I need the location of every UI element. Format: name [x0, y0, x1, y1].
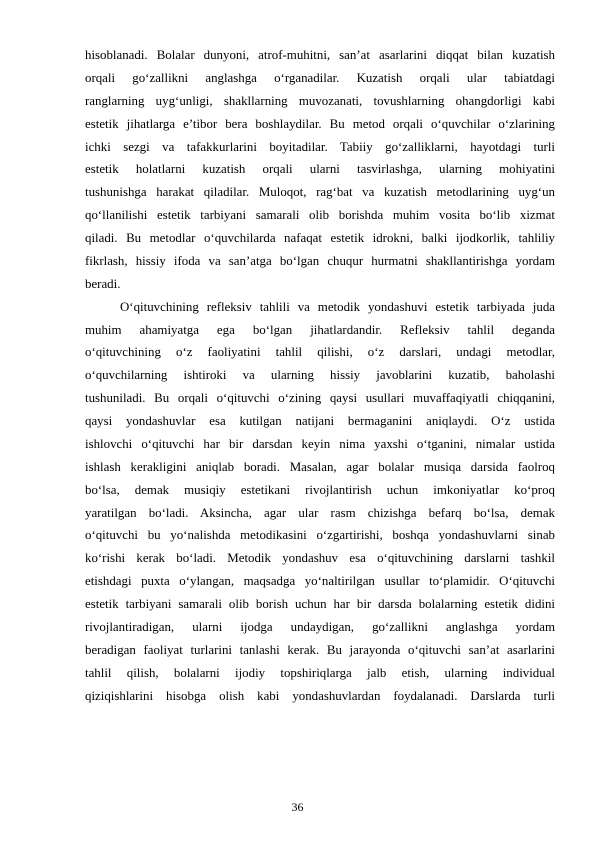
- text-line: ko‘rishi kerak bo‘ladi. Metodik yondashuv esa o‘qituvchining darslarni tashkil: [85, 551, 555, 566]
- text-line: o‘qituvchining o‘z faoliyatini tahlil qilishi, o‘z darslari, undagi metodlar,: [85, 345, 555, 360]
- text-line: ishlash kerakligini aniqlab boradi. Masalan, agar bolalar musiqa darsida faolroq: [85, 459, 555, 474]
- text-line: ichki sezgi va tafakkurlarini boyitadilar. Tabiiy go‘zalliklarni, hayotdagi turli: [85, 139, 555, 154]
- text-line: ranglarning uyg‘unligi, shakllarning muvozanati, tovushlarning ohangdorligi kabi: [85, 93, 555, 108]
- text-line: etishdagi puxta o‘ylangan, maqsadga yo‘naltirilgan usullar to‘plamidir. O‘qituvchi: [85, 574, 555, 589]
- text-line: tushunishga harakat qiladilar. Muloqot, rag‘bat va kuzatish metodlarining uyg‘un: [85, 185, 555, 200]
- document-body: [85, 44, 555, 707]
- text-line: yaratilgan bo‘ladi. Aksincha, agar ular rasm chizishga befarq bo‘lsa, demak: [85, 505, 555, 520]
- text-line: beradi.: [85, 276, 121, 291]
- text-line: tushuniladi. Bu orqali o‘qituvchi o‘zining qaysi usullari muvaffaqiyatli chiqqanini,: [85, 391, 555, 406]
- text-line: qo‘llanilishi estetik tarbiyani samarali olib borishda muhim vosita bo‘lib xizmat: [85, 208, 555, 223]
- text-line: rivojlantiradigan, ularni ijodga undaydigan, go‘zallikni anglashga yordam: [85, 619, 555, 634]
- paragraph-first-line: O‘qituvchining refleksiv tahlili va metodik yondashuvi estetik tarbiyada juda: [120, 299, 555, 314]
- text-line: estetik holatlarni kuzatish orqali ularni tasvirlashga, ularning mohiyatini: [85, 162, 555, 177]
- text-line: fikrlash, hissiy ifoda va san’atga bo‘lgan chuqur hurmatni shakllantirishga yordam: [85, 253, 555, 268]
- text-line: tahlil qilish, bolalarni ijodiy topshiriqlarga jalb etish, ularning individual: [85, 665, 555, 680]
- text-line: bo‘lsa, demak musiqiy estetikani rivojlantirish uchun imkoniyatlar ko‘proq: [85, 482, 555, 497]
- text-line: muhim ahamiyatga ega bo‘lgan jihatlardandir. Refleksiv tahlil deganda: [85, 322, 555, 337]
- text-line: qiziqishlarini hisobga olish kabi yondashuvlardan foydalanadi. Darslarda turli: [85, 688, 555, 703]
- text-line: ishlovchi o‘qituvchi har bir darsdan keyin nima yaxshi o‘tganini, nimalar ustida: [85, 436, 555, 451]
- text-line: o‘quvchilarning ishtiroki va ularning hissiy javoblarini kuzatib, baholashi: [85, 368, 555, 383]
- text-line: o‘qituvchi bu yo‘nalishda metodikasini o‘zgartirishi, boshqa yondashuvlarni sinab: [85, 528, 555, 543]
- text-line: beradigan faoliyat turlarini tanlashi kerak. Bu jarayonda o‘qituvchi san’at asarlarini: [85, 642, 555, 657]
- text-line: qaysi yondashuvlar esa kutilgan natijani bermaganini aniqlaydi. O‘z ustida: [85, 414, 555, 428]
- text-line: estetik tarbiyani samarali olib borish uchun har bir darsda bolalarning estetik didini: [85, 597, 555, 611]
- text-line: orqali go‘zallikni anglashga o‘rganadilar. Kuzatish orqali ular tabiatdagi: [85, 70, 555, 85]
- page-number: 36: [291, 800, 304, 814]
- text-line: qiladi. Bu metodlar o‘quvchilarda nafaqat estetik idrokni, balki ijodkorlik, tahliliy: [85, 231, 555, 245]
- text-line: estetik jihatlarga e’tibor bera boshlaydilar. Bu metod orqali o‘quvchilar o‘zlarining: [85, 116, 555, 131]
- text-line: hisoblanadi. Bolalar dunyoni, atrof-muhitni, san’at asarlarini diqqat bilan kuzatish: [85, 48, 555, 62]
